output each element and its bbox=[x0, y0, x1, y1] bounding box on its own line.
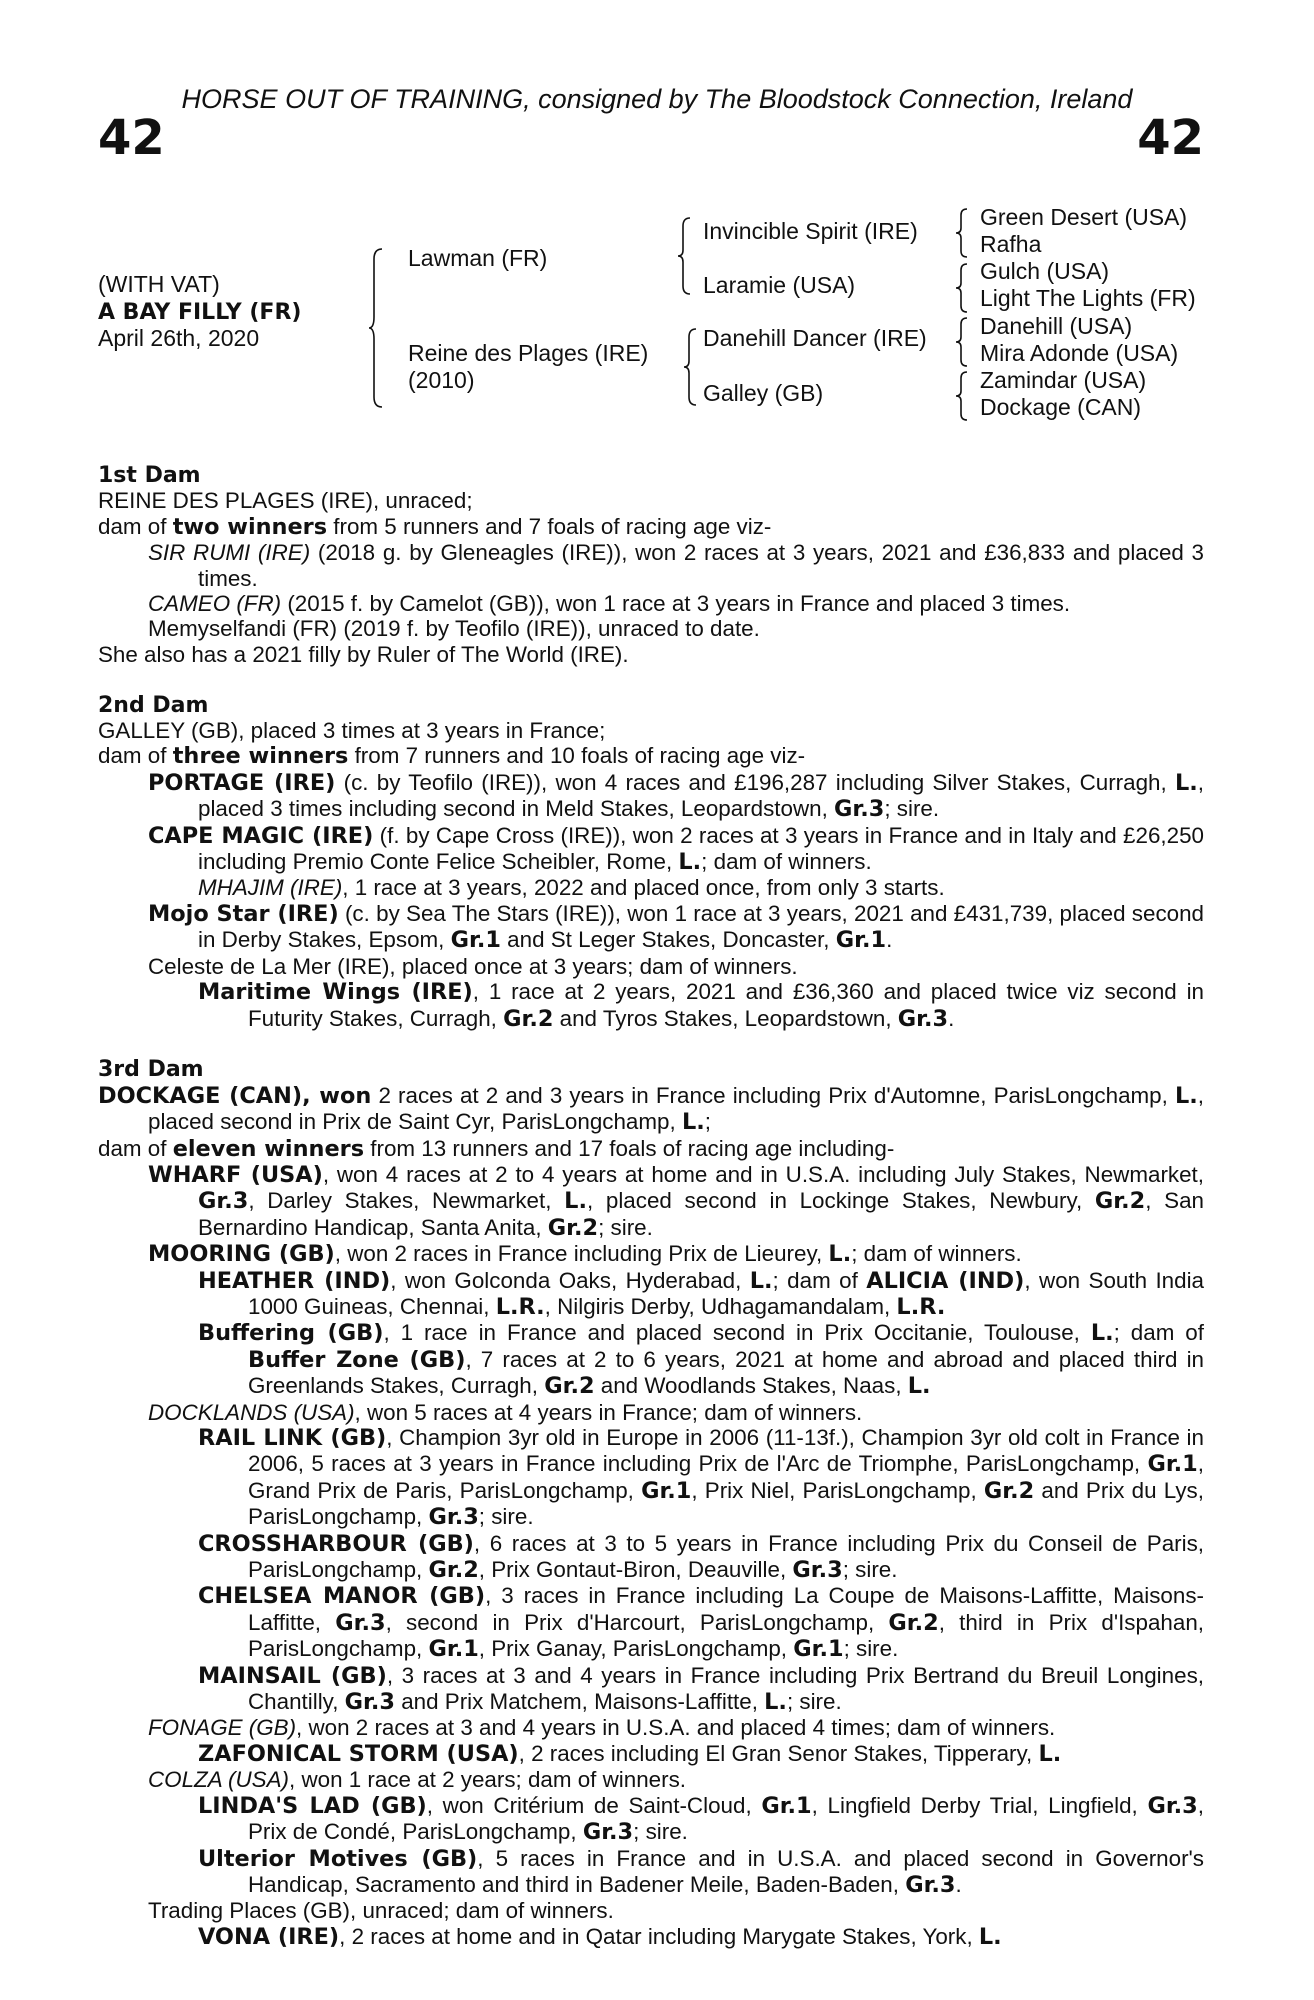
produce-entry: Celeste de La Mer (IRE), placed once at 3 years; dam of winners. bbox=[148, 953, 798, 979]
section-title: 2nd Dam bbox=[98, 692, 209, 718]
second-dam-section bbox=[98, 693, 1204, 1032]
produce-entry: HEATHER (IND), won Golconda Oaks, Hyderabad, L.; dam of ALICIA (IND), won South India 1000 Guineas, Chennai, L.R., Nilgiris Derby, Udhagamandalam, L.R. bbox=[198, 1267, 1204, 1320]
produce-entry: VONA (IRE), 2 races at home and in Qatar including Marygate Stakes, York, L. bbox=[198, 1923, 1002, 1950]
produce-entry: Maritime Wings (IRE), 1 race at 2 years, 2021 and £36,360 and placed twice viz second in Futurity Stakes, Curragh, Gr.2 and Tyros Stakes, Leopardstown, Gr.3. bbox=[198, 979, 1204, 1032]
gen3-ancestor-2: Rafha bbox=[980, 231, 1042, 257]
produce-entry: Mojo Star (IRE) (c. by Sea The Stars (IRE)), won 1 race at 3 years, 2021 and £431,739, placed second in Derby Stakes, Epsom, Gr.1 and St Leger Stakes, Doncaster, Gr.1. bbox=[148, 900, 1204, 954]
produce-summary: dam of three winners from 7 runners and 10 foals of racing age viz- bbox=[98, 743, 806, 770]
produce-entry: Trading Places (GB), unraced; dam of winners. bbox=[148, 1898, 614, 1924]
brace-gen3-3 bbox=[955, 315, 973, 369]
gen3-ancestor-1: Green Desert (USA) bbox=[980, 204, 1188, 230]
produce-entry: PORTAGE (IRE) (c. by Teofilo (IRE)), won 4 races and £196,287 including Silver Stakes, Curragh, L., placed 3 times including second in Meld Stakes, Leopardstown, Gr.3; sire. bbox=[148, 769, 1204, 823]
dam-sire: Danehill Dancer (IRE) bbox=[703, 325, 927, 351]
produce-entry: RAIL LINK (GB), Champion 3yr old in Europe in 2006 (11-13f.), Champion 3yr old colt in France in 2006, 5 races at 3 years in France including Prix de l'Arc de Triomphe, ParisLongchamp, Gr.1, Grand Prix de Paris, ParisLongchamp, Gr.1, Prix Niel, ParisLongchamp, Gr.2 and Prix du Lys, ParisLongchamp, Gr.3; sire. bbox=[198, 1425, 1204, 1531]
dam-name: Reine des Plages (IRE) bbox=[408, 340, 649, 366]
vat-label: (WITH VAT) bbox=[98, 271, 220, 297]
brace-gen2-bottom bbox=[683, 326, 703, 408]
dam-dam: Galley (GB) bbox=[703, 380, 824, 406]
produce-entry: FONAGE (GB), won 2 races at 3 and 4 years in U.S.A. and placed 4 times; dam of winners. bbox=[148, 1715, 1056, 1741]
produce-entry: CAPE MAGIC (IRE) (f. by Cape Cross (IRE)), won 2 races at 3 years in France and in Italy and £26,250 including Premio Conte Felice Scheibler, Rome, L.; dam of winners. bbox=[148, 822, 1204, 876]
produce-entry: SIR RUMI (IRE) (2018 g. by Gleneagles (IRE)), won 2 races at 3 years, 2021 and £36,833 and placed 3 times. bbox=[148, 540, 1205, 591]
produce-entry: MHAJIM (IRE), 1 race at 3 years, 2022 and placed once, from only 3 starts. bbox=[198, 875, 945, 901]
gen3-ancestor-6: Mira Adonde (USA) bbox=[980, 340, 1179, 366]
gen3-ancestor-7: Zamindar (USA) bbox=[980, 367, 1147, 393]
sire-name: Lawman (FR) bbox=[408, 245, 548, 271]
third-dam-section bbox=[98, 1057, 1204, 1950]
produce-entry: Ulterior Motives (GB), 5 races in France and in U.S.A. and placed second in Governor's Handicap, Sacramento and third in Badener Meile, Baden-Baden, Gr.3. bbox=[198, 1845, 1204, 1898]
brace-gen2-top bbox=[677, 215, 697, 297]
section-title: 3rd Dam bbox=[98, 1057, 204, 1083]
gen3-ancestor-4: Light The Lights (FR) bbox=[980, 285, 1196, 311]
produce-entry: Buffering (GB), 1 race in France and placed second in Prix Occitanie, Toulouse, L.; dam of Buffer Zone (GB), 7 races at 2 to 6 years, 2021 at home and abroad and placed third in Greenlands Stakes, Curragh, Gr.2 and Woodlands Stakes, Naas, L. bbox=[198, 1320, 1204, 1400]
produce-entry: DOCKLANDS (USA), won 5 races at 4 years in France; dam of winners. bbox=[148, 1399, 863, 1425]
sire-sire: Invincible Spirit (IRE) bbox=[703, 218, 918, 244]
lot-number-right: 42 bbox=[1137, 110, 1204, 166]
lot-number-left: 42 bbox=[98, 110, 165, 166]
brace-gen1 bbox=[368, 245, 390, 412]
dam-summary: REINE DES PLAGES (IRE), unraced; bbox=[98, 488, 473, 514]
produce-summary: dam of two winners from 5 runners and 7 foals of racing age viz- bbox=[98, 513, 772, 540]
sire-dam: Laramie (USA) bbox=[703, 272, 856, 298]
dam-year: (2010) bbox=[408, 367, 475, 393]
brace-gen3-2 bbox=[955, 261, 973, 315]
gen3-ancestor-8: Dockage (CAN) bbox=[980, 394, 1142, 420]
produce-entry: Memyselfandi (FR) (2019 f. by Teofilo (IRE)), unraced to date. bbox=[148, 616, 760, 642]
dam-summary: GALLEY (GB), placed 3 times at 3 years in France; bbox=[98, 718, 606, 744]
brace-gen3-4 bbox=[955, 369, 973, 423]
produce-entry: WHARF (USA), won 4 races at 2 to 4 years at home and in U.S.A. including July Stakes, Newmarket, Gr.3, Darley Stakes, Newmarket, L., placed second in Lockinge Stakes, Newbury, Gr.2, San Bernardino Handicap, Santa Anita, Gr.2; sire. bbox=[148, 1161, 1205, 1241]
produce-note: She also has a 2021 filly by Ruler of The World (IRE). bbox=[98, 641, 629, 667]
catalogue-body bbox=[98, 463, 1204, 1976]
produce-entry: CROSSHARBOUR (GB), 6 races at 3 to 5 years in France including Prix du Conseil de Paris, ParisLongchamp, Gr.2, Prix Gontaut-Biron, Deauville, Gr.3; sire. bbox=[198, 1530, 1204, 1584]
horse-name: A BAY FILLY (FR) bbox=[98, 300, 302, 325]
produce-entry: ZAFONICAL STORM (USA), 2 races including El Gran Senor Stakes, Tipperary, L. bbox=[198, 1740, 1062, 1767]
gen3-ancestor-3: Gulch (USA) bbox=[980, 258, 1110, 284]
produce-entry: COLZA (USA), won 1 race at 2 years; dam of winners. bbox=[148, 1767, 686, 1793]
first-dam-section bbox=[98, 463, 1204, 667]
produce-entry: CHELSEA MANOR (GB), 3 races in France including La Coupe de Maisons-Laffitte, Maisons-Laffitte, Gr.3, second in Prix d'Harcourt, ParisLongchamp, Gr.2, third in Prix d'Ispahan, ParisLongchamp, Gr.1, Prix Ganay, ParisLongchamp, Gr.1; sire. bbox=[198, 1583, 1204, 1663]
foaling-date: April 26th, 2020 bbox=[98, 325, 260, 351]
brace-gen3-1 bbox=[955, 206, 973, 260]
gen3-ancestor-5: Danehill (USA) bbox=[980, 313, 1133, 339]
catalogue-header: HORSE OUT OF TRAINING, consigned by The Bloodstock Connection, Ireland bbox=[181, 84, 1133, 114]
produce-entry: LINDA'S LAD (GB), won Critérium de Saint-Cloud, Gr.1, Lingfield Derby Trial, Lingfield, Gr.3, Prix de Condé, ParisLongchamp, Gr.3; sire. bbox=[198, 1792, 1204, 1846]
produce-summary: dam of eleven winners from 13 runners and 17 foals of racing age including- bbox=[98, 1135, 895, 1162]
produce-entry: CAMEO (FR) (2015 f. by Camelot (GB)), won 1 race at 3 years in France and placed 3 times. bbox=[148, 591, 1071, 617]
dam-summary: DOCKAGE (CAN), won 2 races at 2 and 3 years in France including Prix d'Automne, ParisLongchamp, L., placed second in Prix de Saint Cyr, ParisLongchamp, L.; bbox=[98, 1082, 1205, 1136]
produce-entry: MOORING (GB), won 2 races in France including Prix de Lieurey, L.; dam of winners. bbox=[148, 1241, 1022, 1268]
section-title: 1st Dam bbox=[98, 463, 201, 488]
produce-entry: MAINSAIL (GB), 3 races at 3 and 4 years in France including Prix Bertrand du Breuil Longines, Chantilly, Gr.3 and Prix Matchem, Maisons-Laffitte, L.; sire. bbox=[198, 1662, 1204, 1716]
